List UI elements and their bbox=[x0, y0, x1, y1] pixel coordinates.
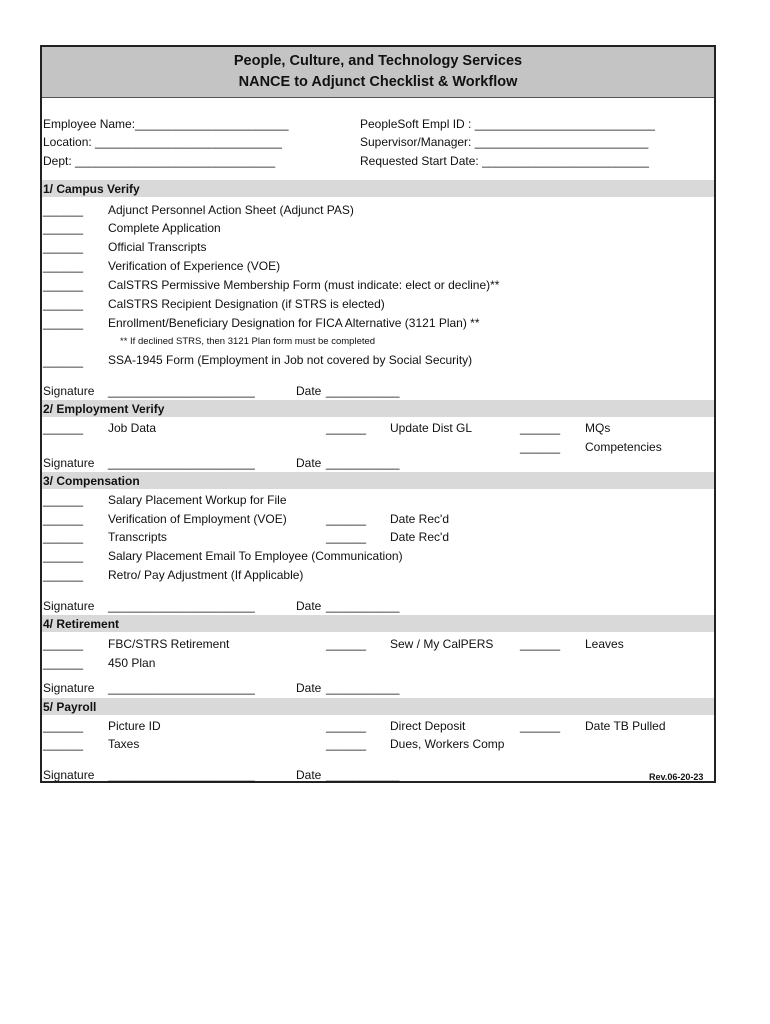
checklist-item: Update Dist GL bbox=[390, 421, 473, 435]
section-employment-verify bbox=[42, 400, 714, 417]
date-line[interactable]: ___________ bbox=[326, 681, 400, 695]
signature-line[interactable]: ______________________ bbox=[108, 681, 255, 695]
section-title: 5/ Payroll bbox=[43, 700, 97, 714]
checkbox-blank[interactable]: ______ bbox=[43, 549, 84, 563]
checkbox-blank[interactable]: ______ bbox=[43, 203, 84, 217]
start-date-field[interactable]: Requested Start Date: _________________________ bbox=[360, 154, 649, 168]
revision-label: Rev.06-20-23 bbox=[649, 772, 704, 782]
checkbox-blank[interactable]: ______ bbox=[43, 278, 84, 292]
checklist-item: Job Data bbox=[108, 421, 157, 435]
checkbox-blank[interactable]: ______ bbox=[43, 512, 84, 526]
checklist-item: Picture ID bbox=[108, 719, 161, 733]
checkbox-blank[interactable]: ______ bbox=[43, 316, 84, 330]
checkbox-blank[interactable]: ______ bbox=[326, 637, 367, 651]
date-line[interactable]: ___________ bbox=[326, 384, 400, 398]
checklist-item: Retro/ Pay Adjustment (If Applicable) bbox=[108, 568, 304, 582]
checkbox-blank[interactable]: ______ bbox=[326, 530, 367, 544]
checkbox-blank[interactable]: ______ bbox=[43, 354, 84, 368]
checkbox-blank[interactable]: ______ bbox=[43, 221, 84, 235]
checklist-item: Date Rec'd bbox=[390, 530, 449, 544]
section-compensation bbox=[42, 472, 714, 489]
section-title: 1/ Campus Verify bbox=[43, 182, 140, 196]
checkbox-blank[interactable]: ______ bbox=[326, 737, 367, 751]
checkbox-blank[interactable]: ______ bbox=[326, 421, 367, 435]
signature-line[interactable]: ______________________ bbox=[108, 384, 255, 398]
checklist-item: Leaves bbox=[585, 637, 624, 651]
section-retirement bbox=[42, 615, 714, 632]
form-header bbox=[42, 47, 714, 98]
checklist-item: Official Transcripts bbox=[108, 240, 207, 254]
date-line[interactable]: ___________ bbox=[326, 599, 400, 613]
date-line[interactable]: ___________ bbox=[326, 456, 400, 470]
checkbox-blank[interactable]: ______ bbox=[43, 637, 84, 651]
checkbox-blank[interactable]: ______ bbox=[520, 421, 561, 435]
signature-label: Signature bbox=[43, 599, 95, 613]
header-title-line2: NANCE to Adjunct Checklist & Workflow bbox=[238, 74, 518, 90]
date-label: Date bbox=[296, 456, 322, 470]
checkbox-blank[interactable]: ______ bbox=[43, 240, 84, 254]
checklist-item: Direct Deposit bbox=[390, 719, 466, 733]
checkbox-blank[interactable]: ______ bbox=[520, 440, 561, 454]
checkbox-blank[interactable]: ______ bbox=[326, 719, 367, 733]
checklist-item: Sew / My CalPERS bbox=[390, 637, 494, 651]
section-campus-verify bbox=[42, 180, 714, 197]
checkbox-blank[interactable]: ______ bbox=[520, 637, 561, 651]
checklist-item: Salary Placement Workup for File bbox=[108, 493, 287, 507]
checkbox-blank[interactable]: ______ bbox=[43, 421, 84, 435]
checkbox-blank[interactable]: ______ bbox=[43, 259, 84, 273]
checklist-form bbox=[40, 45, 716, 783]
checklist-item: 450 Plan bbox=[108, 656, 156, 670]
checkbox-blank[interactable]: ______ bbox=[43, 493, 84, 507]
date-label: Date bbox=[296, 599, 322, 613]
checklist-item: Date TB Pulled bbox=[585, 719, 666, 733]
section-title: 4/ Retirement bbox=[43, 617, 120, 631]
checklist-item: Adjunct Personnel Action Sheet (Adjunct PAS) bbox=[108, 203, 354, 217]
section-payroll bbox=[42, 698, 714, 715]
checklist-item: Verification of Employment (VOE) bbox=[108, 512, 287, 526]
empl-id-field[interactable]: PeopleSoft Empl ID : ___________________________ bbox=[360, 117, 655, 131]
date-line[interactable]: ___________ bbox=[326, 768, 400, 782]
dept-field[interactable]: Dept: ______________________________ bbox=[43, 154, 276, 168]
checklist-item: Dues, Workers Comp bbox=[390, 737, 505, 751]
signature-line[interactable]: ______________________ bbox=[108, 456, 255, 470]
checkbox-blank[interactable]: ______ bbox=[43, 719, 84, 733]
signature-line[interactable]: ______________________ bbox=[108, 768, 255, 782]
checklist-item: Competencies bbox=[585, 440, 662, 454]
signature-label: Signature bbox=[43, 768, 95, 782]
location-field[interactable]: Location: ____________________________ bbox=[43, 135, 282, 149]
checklist-item: FBC/STRS Retirement bbox=[108, 637, 230, 651]
checklist-item: Transcripts bbox=[108, 530, 167, 544]
checklist-item: Salary Placement Email To Employee (Communication) bbox=[108, 549, 403, 563]
checkbox-blank[interactable]: ______ bbox=[520, 719, 561, 733]
supervisor-field[interactable]: Supervisor/Manager: __________________________ bbox=[360, 135, 649, 149]
checklist-item: Taxes bbox=[108, 737, 140, 751]
section-title: 2/ Employment Verify bbox=[43, 402, 165, 416]
signature-line[interactable]: ______________________ bbox=[108, 599, 255, 613]
date-label: Date bbox=[296, 384, 322, 398]
checklist-item: Complete Application bbox=[108, 221, 221, 235]
checkbox-blank[interactable]: ______ bbox=[43, 656, 84, 670]
checkbox-blank[interactable]: ______ bbox=[326, 512, 367, 526]
checklist-item: Enrollment/Beneficiary Designation for FICA Alternative (3121 Plan) ** bbox=[108, 316, 480, 330]
signature-label: Signature bbox=[43, 681, 95, 695]
date-label: Date bbox=[296, 768, 322, 782]
section-title: 3/ Compensation bbox=[43, 474, 140, 488]
checklist-item: Date Rec'd bbox=[390, 512, 449, 526]
checklist-item: Verification of Experience (VOE) bbox=[108, 259, 281, 273]
signature-label: Signature bbox=[43, 384, 95, 398]
checkbox-blank[interactable]: ______ bbox=[43, 568, 84, 582]
date-label: Date bbox=[296, 681, 322, 695]
header-title-line1: People, Culture, and Technology Services bbox=[233, 53, 523, 69]
checklist-item: SSA-1945 Form (Employment in Job not covered by Social Security) bbox=[108, 353, 473, 367]
checklist-item: MQs bbox=[585, 421, 611, 435]
signature-label: Signature bbox=[43, 456, 95, 470]
checkbox-blank[interactable]: ______ bbox=[43, 737, 84, 751]
checklist-item: CalSTRS Permissive Membership Form (must indicate: elect or decline)** bbox=[108, 278, 500, 292]
strs-footnote: ** If declined STRS, then 3121 Plan form must be completed bbox=[120, 336, 376, 347]
checklist-item: CalSTRS Recipient Designation (if STRS is elected) bbox=[108, 297, 385, 311]
employee-name-field[interactable]: Employee Name:_______________________ bbox=[43, 117, 289, 131]
checkbox-blank[interactable]: ______ bbox=[43, 297, 84, 311]
checkbox-blank[interactable]: ______ bbox=[43, 530, 84, 544]
